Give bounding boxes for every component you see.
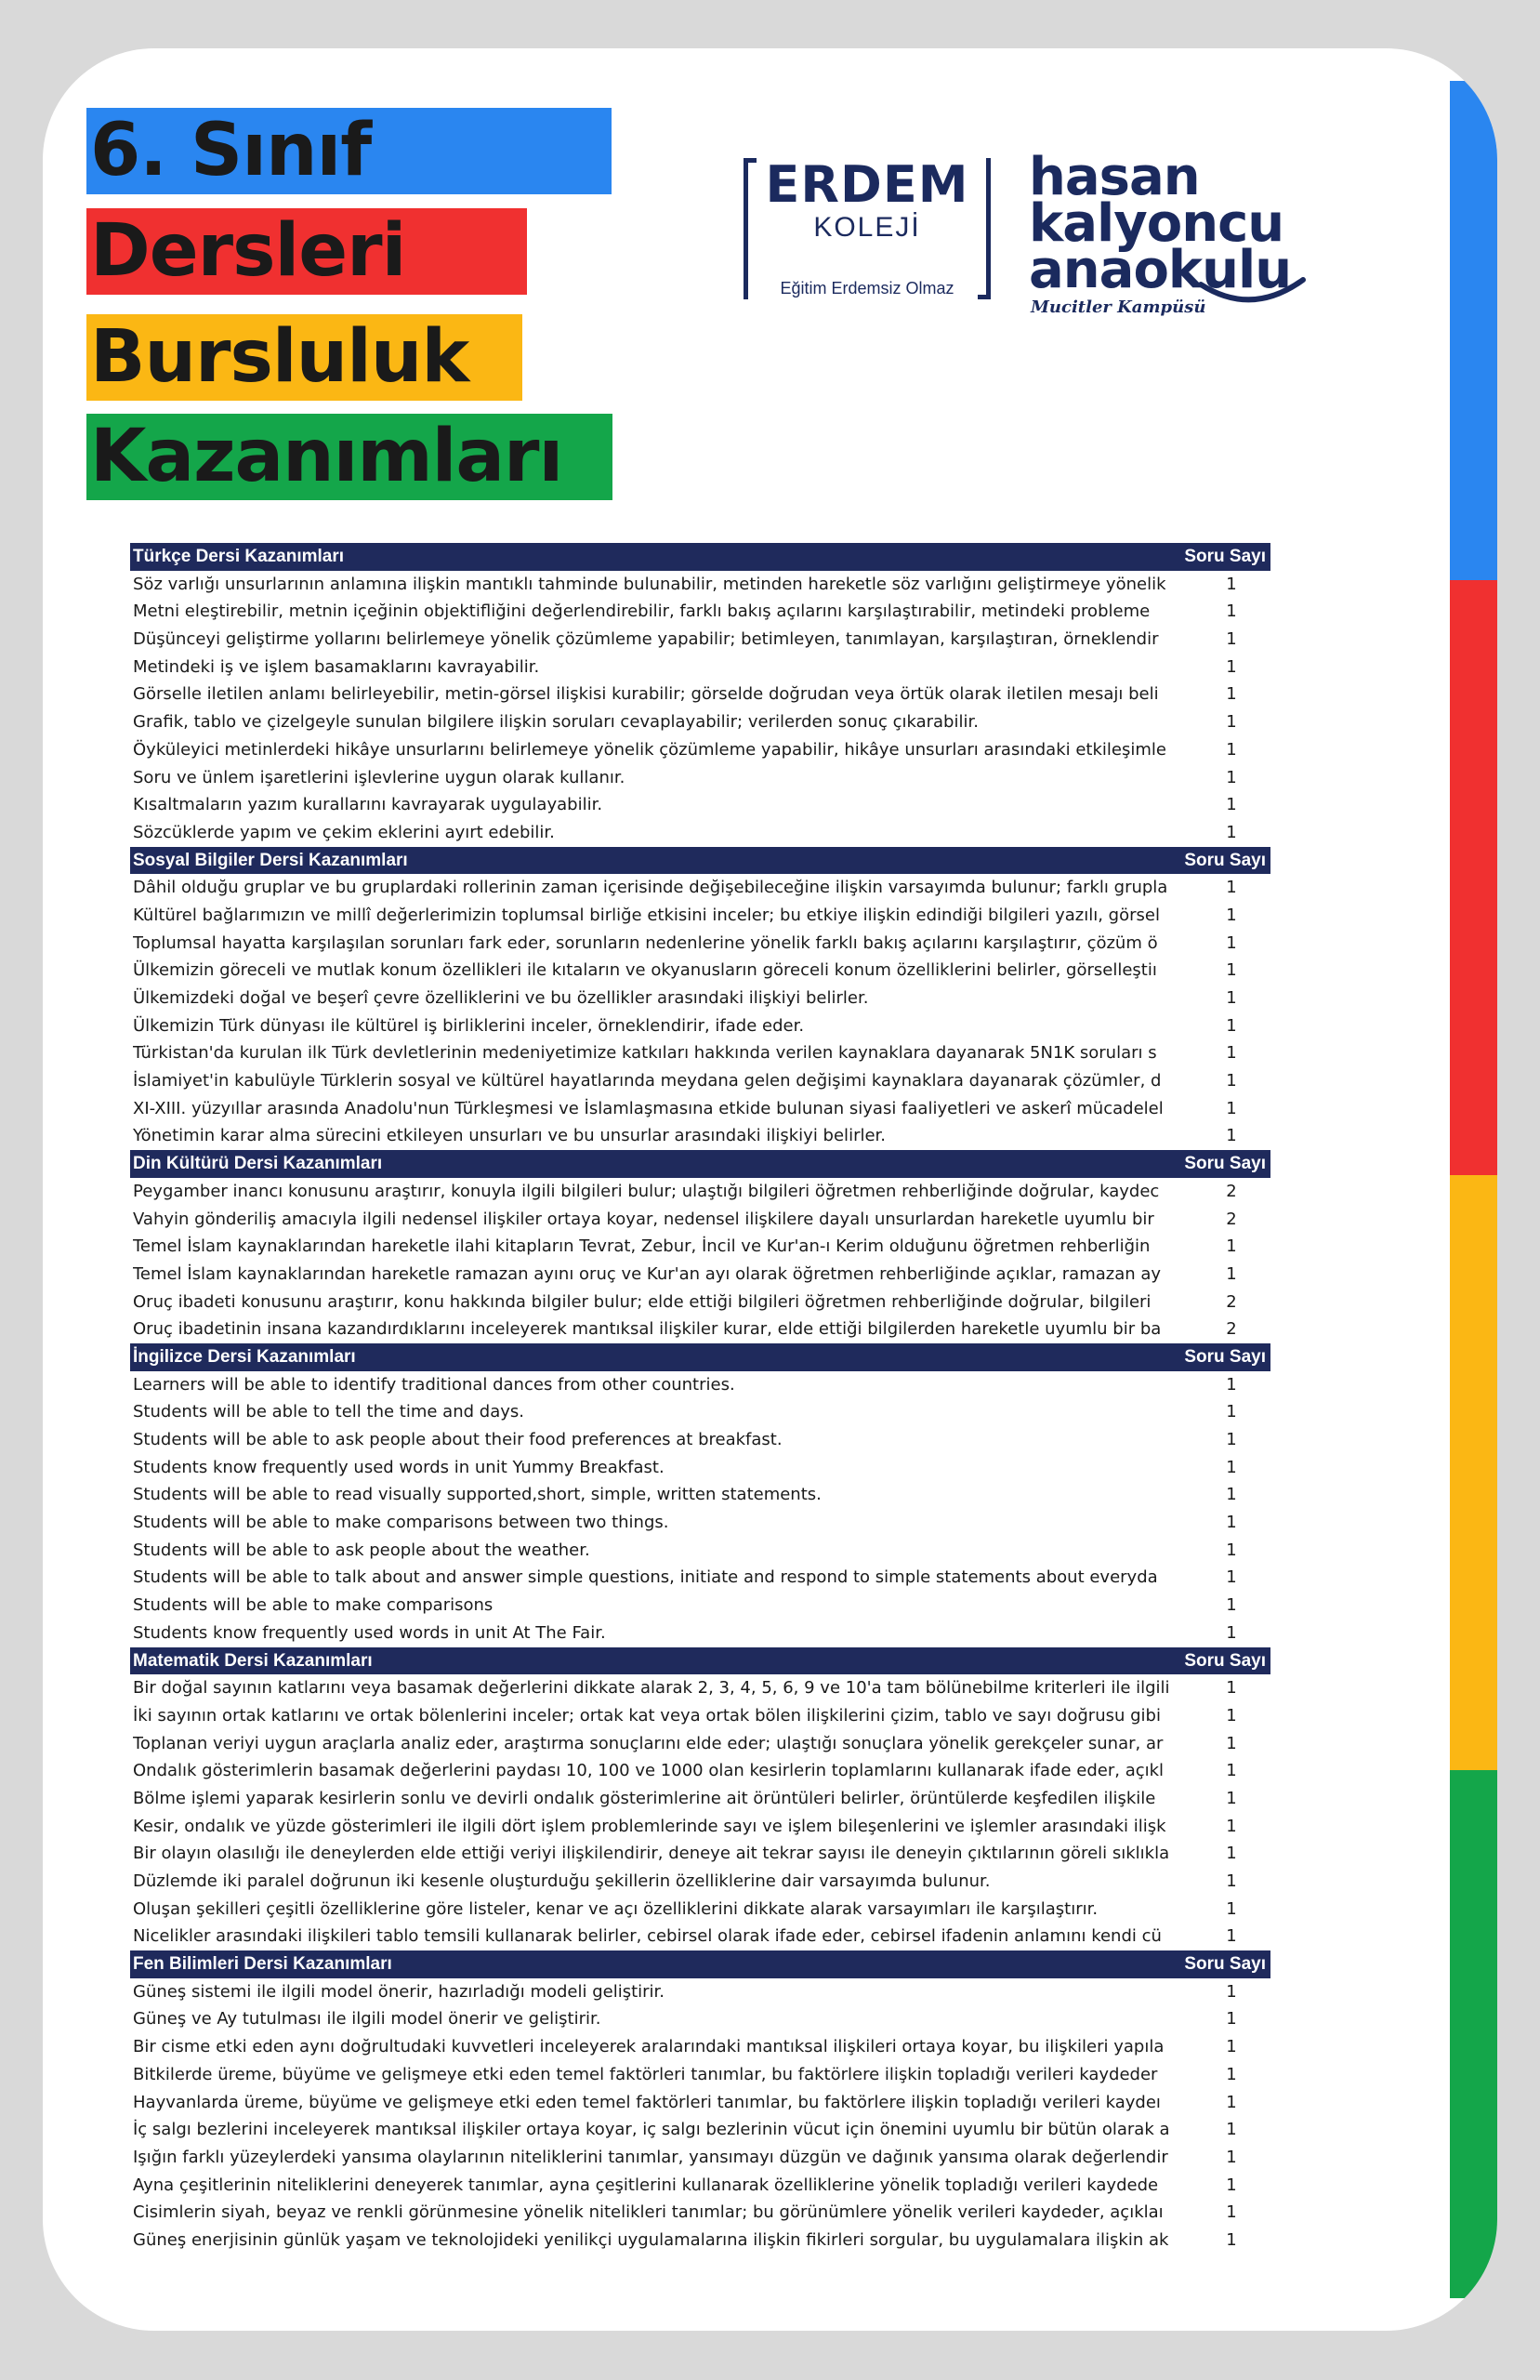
row-text: Students will be able to ask people about the weather. <box>133 1540 590 1560</box>
section-title: Türkçe Dersi Kazanımları <box>133 547 345 566</box>
table-row <box>130 1592 1270 1620</box>
row-count: 1 <box>1226 1457 1237 1477</box>
hk-logo-sub: Mucitler Kampüsü <box>1031 298 1206 317</box>
section-header <box>130 1950 1270 1978</box>
table-row <box>130 571 1270 599</box>
table-row <box>130 598 1270 626</box>
table-row <box>130 2089 1270 2117</box>
title-line-3: Bursluluk <box>86 314 522 401</box>
row-text: Ülkemizin Türk dünyası ile kültürel iş birliklerini inceler, örneklendirir, ifade eder. <box>133 1015 805 1036</box>
row-count: 1 <box>1226 1043 1237 1064</box>
table-row <box>130 1923 1270 1950</box>
table-row <box>130 1095 1270 1123</box>
table-row <box>130 2172 1270 2200</box>
table-row <box>130 2005 1270 2033</box>
erdem-koleji-logo <box>744 155 991 299</box>
table-row <box>130 1840 1270 1868</box>
row-text: XI-XIII. yüzyıllar arasında Anadolu'nun Türkleşmesi ve İslamlaşmasına etkide bulunan siyasi faaliyetleri ve askerî mücadelel <box>133 1098 1164 1118</box>
table-row <box>130 1398 1270 1426</box>
row-text: Düzlemde iki paralel doğrunun iki kesenle oluşturduğu şekillerin özelliklerine dair varsayımda bulunur. <box>133 1871 991 1891</box>
table-row <box>130 791 1270 819</box>
row-count: 1 <box>1226 1430 1237 1449</box>
table-row <box>130 708 1270 736</box>
row-text: Ayna çeşitlerinin niteliklerini deneyerek tanımlar, ayna çeşitlerini kullanarak özelliklerine yönelik topladığı verileri kaydede <box>133 2175 1159 2195</box>
table-row <box>130 2033 1270 2061</box>
row-count: 1 <box>1226 1788 1237 1808</box>
row-count: 1 <box>1226 795 1237 815</box>
row-count: 1 <box>1226 2064 1237 2084</box>
table-row <box>130 1039 1270 1067</box>
row-text: Işığın farklı yüzeylerdeki yansıma olaylarının niteliklerini tanımlar, yansımayı düzgün ve dağınık yansıma olarak değerlendir <box>133 2147 1168 2167</box>
row-text: Students know frequently used words in unit At The Fair. <box>133 1622 606 1643</box>
row-count: 1 <box>1226 1981 1237 2002</box>
table-row <box>130 1122 1270 1150</box>
table-row <box>130 957 1270 985</box>
row-count: 1 <box>1226 739 1237 760</box>
section-count-header: Soru Sayı <box>1184 1154 1266 1174</box>
row-text: Cisimlerin siyah, beyaz ve renkli görünmesine yönelik nitelikleri tanımlar; bu görünümlere yönelik verileri kaydeder, açıklaı <box>133 2202 1164 2223</box>
table-row <box>130 2061 1270 2089</box>
table-row <box>130 1206 1270 1234</box>
table-row <box>130 681 1270 708</box>
table-row <box>130 764 1270 792</box>
row-count: 1 <box>1226 2147 1237 2167</box>
row-text: Türkistan'da kurulan ilk Türk devletlerinin medeniyetimize katkıları hakkında verilen kaynaklara dayanarak 5N1K soruları s <box>133 1043 1157 1064</box>
row-count: 1 <box>1226 1126 1237 1146</box>
section-header <box>130 543 1270 571</box>
hk-logo-line2: kalyoncu <box>1029 193 1284 254</box>
section-title: Fen Bilimleri Dersi Kazanımları <box>133 1954 392 1975</box>
row-text: Nicelikler arasındaki ilişkileri tablo temsili kullanarak belirler, cebirsel olarak ifade eder, cebirsel ifadenin anlamını kendi cü <box>133 1926 1162 1947</box>
row-text: Bir doğal sayının katlarını veya basamak değerlerini dikkate alarak 2, 3, 4, 5, 6, 9 ve 10'a tam bölünebilme kriterleri ile ilgili <box>133 1678 1170 1699</box>
row-count: 2 <box>1226 1319 1237 1340</box>
row-text: Students will be able to ask people about their food preferences at breakfast. <box>133 1430 783 1449</box>
color-stripe-yellow <box>1450 1175 1497 1770</box>
table-row <box>130 2116 1270 2144</box>
row-count: 1 <box>1226 2175 1237 2195</box>
hasan-kalyoncu-logo <box>1029 147 1292 317</box>
row-text: Oluşan şekilleri çeşitli özelliklerine göre listeler, kenar ve açı özelliklerini dikkate alarak varsayımları ile karşılaştırır. <box>133 1898 1099 1919</box>
row-text: Soru ve ünlem işaretlerini işlevlerine uygun olarak kullanır. <box>133 767 625 787</box>
color-stripe-blue <box>1450 81 1497 640</box>
row-count: 1 <box>1226 932 1237 953</box>
table-row <box>130 1813 1270 1841</box>
row-count: 2 <box>1226 1291 1237 1312</box>
row-count: 1 <box>1226 1761 1237 1781</box>
table-row <box>130 1261 1270 1289</box>
table-row <box>130 1702 1270 1730</box>
table-row <box>130 1620 1270 1647</box>
row-text: Kültürel bağlarımızın ve millî değerlerimizin toplumsal birliğe etkisini inceler; bu etkiye ilişkin edindiği bilgileri yazılı, görsel <box>133 905 1160 925</box>
row-count: 1 <box>1226 684 1237 705</box>
table-row <box>130 1896 1270 1924</box>
row-text: Yönetimin karar alma sürecini etkileyen unsurları ve bu unsurlar arasındaki ilişkiyi belirler. <box>133 1126 887 1146</box>
row-count: 1 <box>1226 1236 1237 1257</box>
hk-logo-line1: hasan <box>1029 147 1200 207</box>
row-text: Bitkilerde üreme, büyüme ve gelişmeye etki eden temel faktörleri tanımlar, bu faktörlere ilişkin topladığı verileri kaydeder <box>133 2064 1158 2084</box>
row-text: Toplumsal hayatta karşılaşılan sorunları fark eder, sorunların nedenlerine yönelik farklı bakış açılarını karşılaştırır, çözüm ö <box>133 932 1158 953</box>
table-row <box>130 1178 1270 1206</box>
table-row <box>130 1454 1270 1482</box>
row-text: Ülkemizin göreceli ve mutlak konum özellikleri ile kıtaların ve okyanusların göreceli konum özelliklerini belirler, görselleştiı <box>133 960 1157 981</box>
row-count: 1 <box>1226 1733 1237 1753</box>
row-count: 1 <box>1226 1015 1237 1036</box>
row-text: Peygamber inancı konusunu araştırır, konuyla ilgili bilgileri bulur; ulaştığı bilgileri öğretmen rehberliğinde doğrular, kaydec <box>133 1181 1160 1201</box>
row-text: Students will be able to read visually supported,short, simple, written statements. <box>133 1485 822 1505</box>
row-text: Kesir, ondalık ve yüzde gösterimleri ile ilgili dört işlem problemlerinde sayı ve işlem bileşenlerini ve işlemler arasındaki ilişk <box>133 1816 1166 1836</box>
table-row <box>130 902 1270 930</box>
row-text: Temel İslam kaynaklarından hareketle ramazan ayını oruç ve Kur'an ayı olarak öğretmen rehberliğinde açıklar, ramazan ay <box>133 1263 1162 1284</box>
color-stripe-green <box>1450 1770 1497 2298</box>
section-count-header: Soru Sayı <box>1184 547 1266 566</box>
row-count: 1 <box>1226 712 1237 733</box>
table-row <box>130 1067 1270 1095</box>
section-header <box>130 1150 1270 1178</box>
row-count: 1 <box>1226 878 1237 898</box>
row-count: 1 <box>1226 1263 1237 1284</box>
row-count: 1 <box>1226 1402 1237 1422</box>
section-count-header: Soru Sayı <box>1184 1346 1266 1367</box>
erdem-logo-motto: Eğitim Erdemsiz Olmaz <box>780 279 954 298</box>
row-count: 1 <box>1226 2037 1237 2057</box>
row-text: Learners will be able to identify traditional dances from other countries. <box>133 1374 735 1395</box>
row-text: Bir cisme etki eden aynı doğrultudaki kuvvetleri inceleyerek aralarındaki mantıksal ilişkileri ortaya koyar, bu ilişkileri yapıla <box>133 2037 1165 2057</box>
row-count: 1 <box>1226 1595 1237 1616</box>
kazanim-table <box>130 543 1270 2254</box>
row-text: Temel İslam kaynaklarından hareketle ilahi kitapların Tevrat, Zebur, İncil ve Kur'an-ı Kerim olduğunu öğretmen rehberliğin <box>133 1236 1151 1257</box>
row-count: 1 <box>1226 960 1237 981</box>
row-count: 1 <box>1226 2229 1237 2250</box>
table-row <box>130 1481 1270 1509</box>
section-title: Sosyal Bilgiler Dersi Kazanımları <box>133 850 408 870</box>
row-text: Metindeki iş ve işlem basamaklarını kavrayabilir. <box>133 656 540 677</box>
section-title: Matematik Dersi Kazanımları <box>133 1650 373 1671</box>
table-row <box>130 1730 1270 1758</box>
table-row <box>130 1371 1270 1399</box>
row-count: 1 <box>1226 1485 1237 1505</box>
title-line-1: 6. Sınıf <box>86 108 612 194</box>
row-text: Güneş enerjisinin günlük yaşam ve teknolojideki yenilikçi uygulamalarına ilişkin fikirleri sorgular, bu uygulamalara ilişkin ak <box>133 2229 1169 2250</box>
row-text: Dâhil olduğu gruplar ve bu gruplardaki rollerinin zaman içerisinde değişebileceğine ilişkin varsayımda bulunur; farklı grupla <box>133 878 1168 898</box>
row-count: 1 <box>1226 1071 1237 1091</box>
table-row <box>130 930 1270 958</box>
row-text: Söz varlığı unsurlarının anlamına ilişkin mantıklı tahminde bulunabilir, metinden hareketle söz varlığını geliştirmeye yönelik <box>133 574 1166 594</box>
row-text: Hayvanlarda üreme, büyüme ve gelişmeye etki eden temel faktörleri tanımlar, bu faktörlere ilişkin topladığı verileri kaydeı <box>133 2092 1161 2112</box>
table-row <box>130 1289 1270 1316</box>
row-text: Vahyin gönderiliş amacıyla ilgili nedensel ilişkiler ortaya koyar, nedensel ilişkilere dayalı unsurlardan hareketle uyumlu bir <box>133 1209 1154 1229</box>
row-text: Metni eleştirebilir, metnin içeğinin objektifliğini değerlendirebilir, farklı bakış açılarını karşılaştırabilir, metindeki probleme <box>133 602 1151 622</box>
table-row <box>130 1233 1270 1261</box>
row-text: Görselle iletilen anlamı belirleyebilir, metin-görsel ilişkisi kurabilir; görselde doğrudan veya örtük olarak iletilen mesajı beli <box>133 684 1159 705</box>
row-count: 1 <box>1226 1567 1237 1588</box>
row-count: 1 <box>1226 629 1237 650</box>
row-text: Kısaltmaların yazım kurallarını kavrayarak uygulayabilir. <box>133 795 603 815</box>
row-text: İki sayının ortak katlarını ve ortak bölenlerini inceler; ortak kat veya ortak bölen ilişkilerini çizim, tablo ve sayı doğrusu gibi <box>133 1705 1161 1726</box>
table-row <box>130 1978 1270 2006</box>
table-row <box>130 1012 1270 1040</box>
row-count: 2 <box>1226 1209 1237 1229</box>
row-count: 1 <box>1226 656 1237 677</box>
row-text: Güneş sistemi ile ilgili model önerir, hazırladığı modeli geliştirir. <box>133 1981 665 2002</box>
table-row <box>130 2199 1270 2227</box>
row-count: 1 <box>1226 905 1237 925</box>
row-count: 1 <box>1226 1871 1237 1891</box>
row-text: Grafik, tablo ve çizelgeyle sunulan bilgilere ilişkin soruları cevaplayabilir; verilerden sonuç çıkarabilir. <box>133 712 979 733</box>
table-row <box>130 2227 1270 2254</box>
row-count: 1 <box>1226 767 1237 787</box>
table-row <box>130 654 1270 681</box>
row-count: 1 <box>1226 1678 1237 1699</box>
row-text: Bölme işlemi yaparak kesirlerin sonlu ve devirli ondalık gösterimlerine ait örüntüleri belirler, örüntülerde keşfedilen ilişkile <box>133 1788 1156 1808</box>
row-text: Students will be able to talk about and answer simple questions, initiate and respond to simple statements about everyda <box>133 1567 1158 1588</box>
row-text: Toplanan veriyi uygun araçlarla analiz eder, araştırma sonuçlarını elde eder; ulaştığı sonuçlara yönelik gerekçeler sunar, ar <box>133 1733 1164 1753</box>
row-count: 1 <box>1226 1098 1237 1118</box>
row-count: 1 <box>1226 1374 1237 1395</box>
table-row <box>130 1785 1270 1813</box>
row-count: 1 <box>1226 602 1237 622</box>
row-count: 1 <box>1226 1926 1237 1947</box>
section-count-header: Soru Sayı <box>1184 1650 1266 1671</box>
table-row <box>130 1426 1270 1454</box>
row-count: 1 <box>1226 1540 1237 1560</box>
section-header <box>130 1647 1270 1675</box>
row-count: 1 <box>1226 1844 1237 1864</box>
table-row <box>130 985 1270 1012</box>
row-count: 1 <box>1226 2120 1237 2140</box>
table-row <box>130 1537 1270 1565</box>
row-text: Düşünceyi geliştirme yollarını belirlemeye yönelik çözümleme yapabilir; betimleyen, tanımlayan, karşılaştıran, örneklendir <box>133 629 1159 650</box>
row-count: 1 <box>1226 2009 1237 2030</box>
color-stripe-red <box>1450 580 1497 1175</box>
row-text: Students will be able to make comparisons between two things. <box>133 1513 669 1533</box>
hk-logo-line3: anaokulu <box>1029 240 1292 300</box>
smile-icon <box>1196 275 1308 312</box>
table-row <box>130 736 1270 764</box>
section-header <box>130 1343 1270 1371</box>
row-count: 1 <box>1226 2092 1237 2112</box>
row-count: 1 <box>1226 1898 1237 1919</box>
row-text: Students will be able to make comparisons <box>133 1595 494 1616</box>
title-line-4: Kazanımları <box>86 414 612 500</box>
section-count-header: Soru Sayı <box>1184 1954 1266 1975</box>
row-text: Sözcüklerde yapım ve çekim eklerini ayırt edebilir. <box>133 822 555 842</box>
row-text: Students will be able to tell the time and days. <box>133 1402 524 1422</box>
section-title: İngilizce Dersi Kazanımları <box>133 1346 356 1367</box>
row-text: Güneş ve Ay tutulması ile ilgili model önerir ve geliştirir. <box>133 2009 601 2030</box>
section-title: Din Kültürü Dersi Kazanımları <box>133 1154 383 1174</box>
table-row <box>130 2144 1270 2172</box>
section-header <box>130 847 1270 875</box>
row-text: Ülkemizdeki doğal ve beşerî çevre özelliklerini ve bu özellikler arasındaki ilişkiyi belirler. <box>133 988 869 1008</box>
row-text: İslamiyet'in kabulüyle Türklerin sosyal ve kültürel hayatlarında meydana gelen değişimi kaynaklara dayanarak çözümler, d <box>133 1071 1162 1091</box>
row-count: 1 <box>1226 574 1237 594</box>
row-count: 1 <box>1226 988 1237 1008</box>
table-row <box>130 819 1270 847</box>
table-row <box>130 626 1270 654</box>
title-line-2: Dersleri <box>86 208 527 295</box>
row-count: 1 <box>1226 1622 1237 1643</box>
row-text: İç salgı bezlerini inceleyerek mantıksal ilişkiler ortaya koyar, iç salgı bezlerinin vücut için önemini uyumlu bir bütün olarak a <box>133 2120 1170 2140</box>
row-text: Oruç ibadeti konusunu araştırır, konu hakkında bilgiler bulur; elde ettiği bilgileri öğretmen rehberliğinde doğrular, bilgileri <box>133 1291 1152 1312</box>
row-text: Öyküleyici metinlerdeki hikâye unsurlarını belirlemeye yönelik çözümleme yapabilir, hikâye unsurları arasındaki etkileşimle <box>133 739 1166 760</box>
row-text: Students know frequently used words in unit Yummy Breakfast. <box>133 1457 665 1477</box>
erdem-logo-name: ERDEM <box>765 155 969 214</box>
table-row <box>130 874 1270 902</box>
section-count-header: Soru Sayı <box>1184 850 1266 870</box>
table-row <box>130 1564 1270 1592</box>
row-count: 2 <box>1226 1181 1237 1201</box>
row-text: Oruç ibadetinin insana kazandırdıklarını inceleyerek mantıksal ilişkiler kurar, elde ettiği bilgilerden hareketle uyumlu bir ba <box>133 1319 1162 1340</box>
table-row <box>130 1757 1270 1785</box>
row-count: 1 <box>1226 1513 1237 1533</box>
row-count: 1 <box>1226 1705 1237 1726</box>
table-row <box>130 1509 1270 1537</box>
erdem-logo-sub: KOLEJİ <box>813 212 921 243</box>
table-row <box>130 1674 1270 1702</box>
row-text: Ondalık gösterimlerin basamak değerlerini paydası 10, 100 ve 1000 olan kesirlerin toplamlarını kullanarak ifade eder, açıkl <box>133 1761 1165 1781</box>
table-row <box>130 1316 1270 1343</box>
table-row <box>130 1868 1270 1896</box>
row-count: 1 <box>1226 1816 1237 1836</box>
row-count: 1 <box>1226 822 1237 842</box>
row-count: 1 <box>1226 2202 1237 2223</box>
row-text: Bir olayın olasılığı ile deneylerden elde ettiği veriyi ilişkilendirir, deneye ait tekrar sayısı ile deneyin çıktılarının göreli sıklıkla <box>133 1844 1170 1864</box>
